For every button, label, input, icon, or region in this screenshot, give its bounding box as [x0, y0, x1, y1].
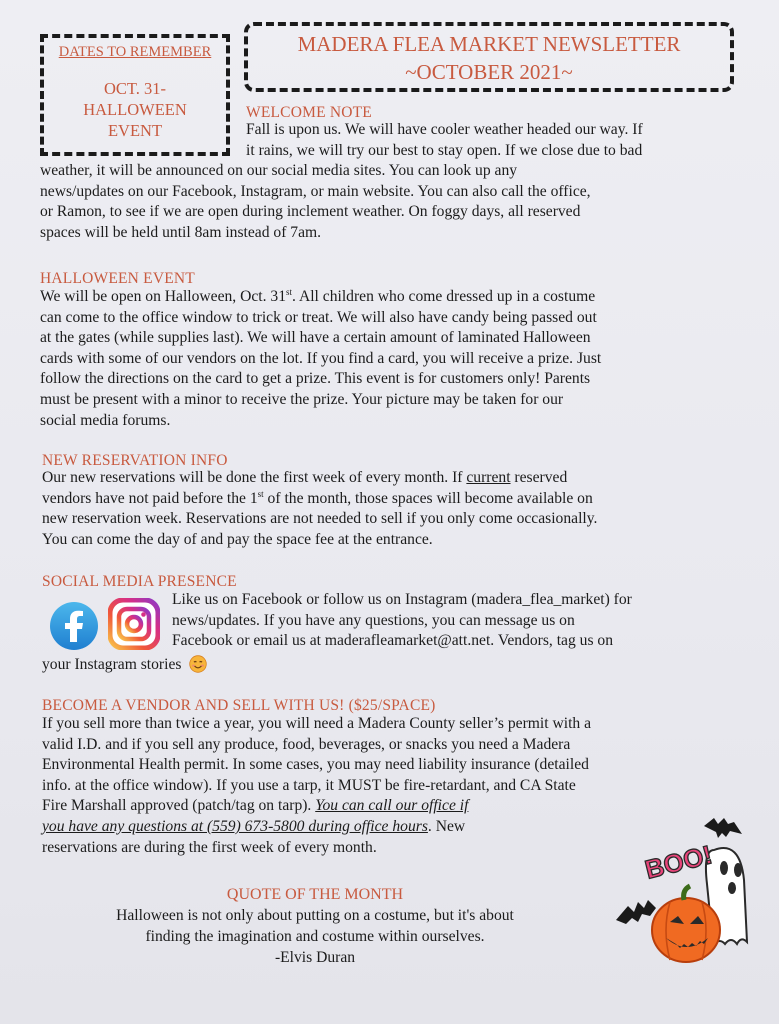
text-span: Fire Marshall approved (patch/tag on tarp).: [42, 797, 316, 815]
text-line: info. at the office window). If you use a tarp, it MUST be fire-retardant, and CA State: [42, 776, 576, 794]
halloween-clipart-icon: [604, 810, 774, 970]
text-line: weather, it will be announced on our social media sites. You can look up any: [40, 162, 518, 179]
quote-section: [40, 884, 590, 968]
text-span: reserved: [510, 469, 568, 486]
text-span: vendors have not paid before the 1: [42, 489, 258, 507]
text-span: We will be open on Halloween, Oct. 31: [40, 288, 287, 305]
text-line: can come to the office window to trick or treat. We will also have candy being passed out: [40, 308, 597, 326]
text-line: [42, 468, 597, 489]
text-line: spaces will be held until 8am instead of 7am.: [40, 223, 322, 241]
text-span: your Instagram stories: [42, 656, 182, 673]
quote-text: finding the imagination and costume within ourselves.: [145, 928, 485, 945]
dates-line: OCT. 31-: [103, 79, 167, 98]
text-line: news/updates. If you have any questions, you can message us on: [172, 611, 575, 629]
facebook-icon[interactable]: [48, 600, 100, 652]
text-line: cards with some of our vendors on the lot. If you find a card, you will receive a prize. Just: [40, 349, 602, 367]
text-line: [40, 287, 601, 308]
text-line: If you sell more than twice a year, you will need a Madera County seller’s permit with a: [42, 715, 592, 732]
quote-text: Halloween is not only about putting on a costume, but it's about: [116, 907, 514, 924]
text-line: Like us on Facebook or follow us on Instagram (madera_flea_market) for: [172, 591, 632, 608]
text-line: Fall is upon us. We will have cooler weather headed our way. If: [246, 121, 643, 138]
text-line: reservations are during the first week of every month.: [42, 838, 377, 856]
dates-heading: DATES TO REMEMBER: [58, 44, 212, 60]
text-line: follow the directions on the card to get a prize. This event is for customers only! Parents: [40, 370, 591, 388]
dates-body: [44, 78, 226, 141]
text-line: it rains, we will try our best to stay open. If we close due to bad: [246, 141, 643, 159]
text-line: news/updates on our Facebook, Instagram, or main website. You can also call the office,: [40, 182, 591, 200]
office-phone-link[interactable]: You can call our office if: [315, 797, 469, 815]
dates-line: HALLOWEEN: [83, 100, 187, 119]
underlined-word: current: [466, 469, 511, 486]
dates-to-remember-box: [40, 34, 230, 156]
smiley-emoji-icon: [189, 655, 207, 673]
halloween-heading: HALLOWEEN EVENT: [40, 270, 195, 287]
text-span: Our new reservations will be done the first week of every month. If: [42, 469, 467, 486]
boo-text: [642, 839, 715, 885]
text-line: at the gates (while supplies last). We will have a certain amount of laminated Halloween: [40, 329, 591, 347]
superscript: st: [257, 488, 264, 499]
halloween-paragraph: [40, 287, 601, 431]
text-line: social media forums.: [40, 411, 171, 429]
text-line: Environmental Health permit. In some cases, you may need liability insurance (detailed: [42, 756, 589, 774]
reservation-paragraph: [42, 468, 597, 550]
social-paragraph-b: [42, 655, 207, 676]
text-span: . New: [427, 817, 466, 835]
text-line: must be present with a minor to receive the prize. Your picture may be taken for our: [40, 390, 564, 408]
text-line: new reservation week. Reservations are not needed to sell if you only come occasionally.: [42, 510, 598, 528]
text-line: [42, 817, 591, 838]
text-span: of the month, those spaces will become available on: [263, 489, 593, 507]
reservation-heading: NEW RESERVATION INFO: [42, 452, 228, 469]
superscript: st: [286, 286, 293, 297]
vendor-heading: BECOME A VENDOR AND SELL WITH US! ($25/SPACE): [42, 697, 436, 714]
newsletter-title-box: [244, 22, 734, 92]
text-line: You can come the day of and pay the space fee at the entrance.: [42, 530, 433, 548]
text-line: [42, 489, 597, 510]
social-paragraph-a: [172, 590, 632, 652]
text-line: [42, 796, 591, 817]
welcome-para-b: [40, 161, 591, 243]
dates-line: EVENT: [107, 121, 163, 140]
social-heading: SOCIAL MEDIA PRESENCE: [42, 573, 237, 590]
text-line: or Ramon, to see if we are open during inclement weather. On foggy days, all reserved: [40, 203, 581, 221]
welcome-heading: WELCOME NOTE: [246, 104, 372, 121]
instagram-icon[interactable]: [108, 598, 160, 650]
svg-text:BOO!: BOO!: [641, 839, 716, 885]
office-phone-link[interactable]: you have any questions at (559) 673-5800 during office hours: [42, 817, 428, 835]
text-line: valid I.D. and if you sell any produce, food, beverages, or snacks you need a Madera: [42, 735, 571, 753]
quote-heading: QUOTE OF THE MONTH: [226, 886, 404, 903]
quote-author: -Elvis Duran: [274, 949, 356, 966]
text-span: . All children who come dressed up in a costume: [292, 288, 596, 305]
welcome-para-a: [246, 120, 643, 161]
text-line: Facebook or email us at maderafleamarket@att.net. Vendors, tag us on: [172, 632, 614, 650]
newsletter-subtitle: ~OCTOBER 2021~: [405, 60, 573, 84]
vendor-paragraph: [42, 714, 591, 858]
newsletter-title: MADERA FLEA MARKET NEWSLETTER: [297, 32, 681, 56]
